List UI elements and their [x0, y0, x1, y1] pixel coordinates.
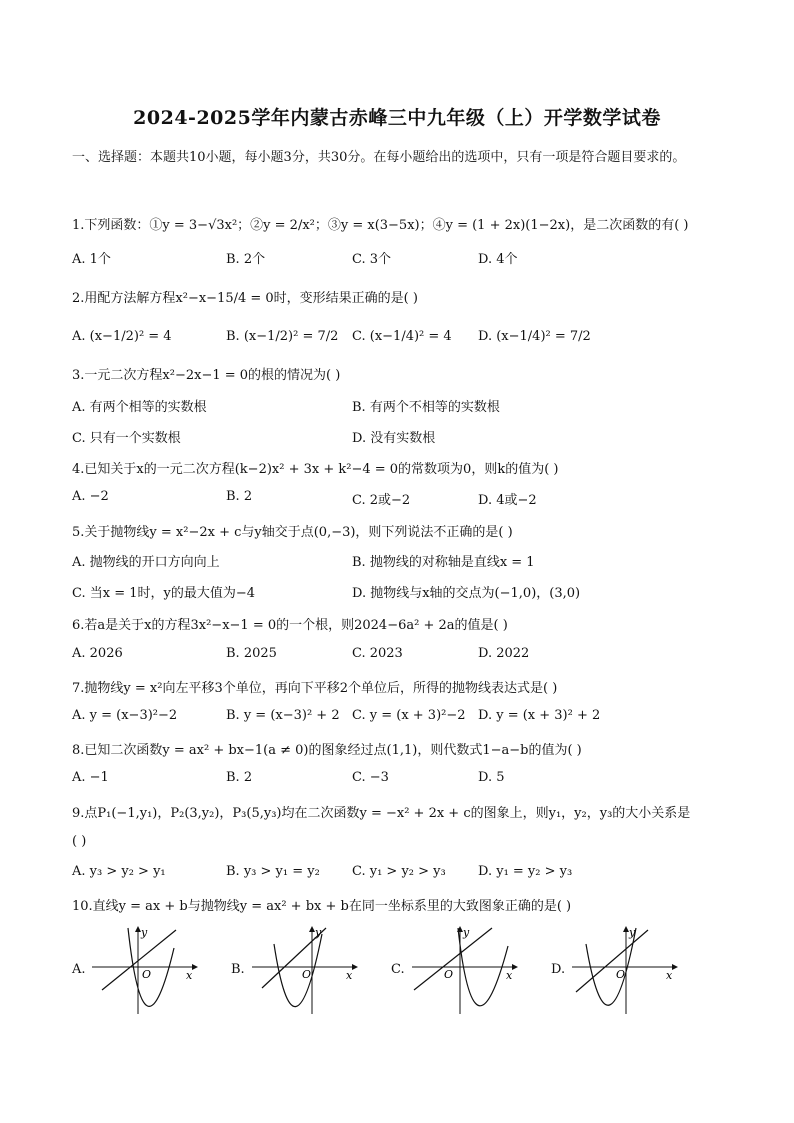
question-4-stem: 4.已知关于x的一元二次方程(k−2)x² + 3x + k²−4 = 0的常数项为0，则k的值为( ): [72, 462, 559, 477]
q10-option-a[interactable]: A.: [72, 962, 86, 977]
q6-option-d[interactable]: D. 2022: [478, 646, 530, 661]
x-label: x: [666, 969, 673, 982]
q9-option-c[interactable]: C. y₁ > y₂ > y₃: [352, 864, 446, 879]
origin-label: O: [142, 968, 152, 981]
q5-option-d[interactable]: D. 抛物线与x轴的交点为(−1,0)，(3,0): [352, 586, 581, 601]
question-1-stem: 1.下列函数：①y = 3−√3x²；②y = 2/x²；③y = x(3−5x)；④y = (1 + 2x)(1−2x)，是二次函数的有( ): [72, 218, 689, 233]
x-axis-arrow: [512, 964, 518, 970]
q1-option-b[interactable]: B. 2个: [226, 252, 266, 267]
q6-option-b[interactable]: B. 2025: [226, 646, 277, 661]
section-header: 一、选择题：本题共10小题，每小题3分，共30分。在每小题给出的选项中，只有一项是符合题目要求的。: [72, 150, 686, 165]
graph-c: [408, 924, 520, 1016]
graph-a: [88, 924, 200, 1016]
question-10-stem: 10.直线y = ax + b与抛物线y = ax² + bx + b在同一坐标系里的大致图象正确的是( ): [72, 899, 572, 914]
line-graph: [576, 930, 648, 992]
q7-option-b[interactable]: B. y = (x−3)² + 2: [226, 708, 340, 723]
x-label: x: [346, 969, 353, 982]
page-title: 2024-2025学年内蒙古赤峰三中九年级（上）开学数学试卷: [133, 107, 661, 129]
q9-option-d[interactable]: D. y₁ = y₂ > y₃: [478, 864, 573, 879]
q8-option-c[interactable]: C. −3: [352, 770, 389, 785]
q8-option-d[interactable]: D. 5: [478, 770, 505, 785]
q5-option-b[interactable]: B. 抛物线的对称轴是直线x = 1: [352, 555, 535, 570]
question-2-stem: 2.用配方法解方程x²−x−15/4 = 0时，变形结果正确的是( ): [72, 291, 418, 306]
x-axis-arrow: [352, 964, 358, 970]
question-3-stem: 3.一元二次方程x²−2x−1 = 0的根的情况为( ): [72, 368, 341, 383]
q6-option-a[interactable]: A. 2026: [72, 646, 123, 661]
y-label: y: [463, 926, 470, 939]
graph-b: [248, 924, 360, 1016]
x-axis-arrow: [672, 964, 678, 970]
q4-option-c[interactable]: C. 2或−2: [352, 493, 411, 508]
q1-option-d[interactable]: D. 4个: [478, 252, 518, 267]
question-9-stem: 9.点P₁(−1,y₁)，P₂(3,y₂)，P₃(5,y₃)均在二次函数y = −x² + 2x + c的图象上，则y₁，y₂，y₃的大小关系是: [72, 806, 691, 821]
origin-label: O: [302, 968, 312, 981]
q4-option-d[interactable]: D. 4或−2: [478, 493, 537, 508]
q10-option-c[interactable]: C.: [391, 962, 405, 977]
q10-option-d[interactable]: D.: [551, 962, 566, 977]
q4-option-a[interactable]: A. −2: [72, 489, 109, 504]
q9-option-a[interactable]: A. y₃ > y₂ > y₁: [72, 864, 166, 879]
q3-option-a[interactable]: A. 有两个相等的实数根: [72, 400, 207, 415]
q2-option-d[interactable]: D. (x−1/4)² = 7/2: [478, 329, 591, 344]
y-label: y: [141, 926, 148, 939]
q10-option-b[interactable]: B.: [231, 962, 245, 977]
q3-option-b[interactable]: B. 有两个不相等的实数根: [352, 400, 500, 415]
origin-label: O: [444, 968, 454, 981]
q8-option-b[interactable]: B. 2: [226, 770, 253, 785]
x-label: x: [186, 969, 193, 982]
q4-option-b[interactable]: B. 2: [226, 489, 253, 504]
question-7-stem: 7.抛物线y = x²向左平移3个单位，再向下平移2个单位后，所得的抛物线表达式是( ): [72, 681, 558, 696]
q7-option-a[interactable]: A. y = (x−3)²−2: [72, 708, 178, 723]
y-label: y: [315, 926, 322, 939]
question-9-stem-cont: ( ): [72, 834, 87, 849]
question-8-stem: 8.已知二次函数y = ax² + bx−1(a ≠ 0)的图象经过点(1,1)，则代数式1−a−b的值为( ): [72, 743, 582, 758]
graph-d: [568, 924, 680, 1016]
q3-option-d[interactable]: D. 没有实数根: [352, 431, 436, 446]
q7-option-d[interactable]: D. y = (x + 3)² + 2: [478, 708, 601, 723]
q6-option-c[interactable]: C. 2023: [352, 646, 403, 661]
question-6-stem: 6.若a是关于x的方程3x²−x−1 = 0的一个根，则2024−6a² + 2a的值是( ): [72, 618, 508, 633]
origin-label: O: [616, 968, 626, 981]
question-5-stem: 5.关于抛物线y = x²−2x + c与y轴交于点(0,−3)，则下列说法不正确的是( ): [72, 525, 513, 540]
y-label: y: [629, 926, 636, 939]
q2-option-b[interactable]: B. (x−1/2)² = 7/2: [226, 329, 339, 344]
q9-option-b[interactable]: B. y₃ > y₁ = y₂: [226, 864, 320, 879]
x-axis-arrow: [192, 964, 198, 970]
q1-option-c[interactable]: C. 3个: [352, 252, 392, 267]
x-label: x: [506, 969, 513, 982]
q2-option-a[interactable]: A. (x−1/2)² = 4: [72, 329, 172, 344]
q5-option-a[interactable]: A. 抛物线的开口方向向上: [72, 555, 220, 570]
q3-option-c[interactable]: C. 只有一个实数根: [72, 431, 181, 446]
q7-option-c[interactable]: C. y = (x + 3)²−2: [352, 708, 466, 723]
q8-option-a[interactable]: A. −1: [72, 770, 109, 785]
q2-option-c[interactable]: C. (x−1/4)² = 4: [352, 329, 452, 344]
q1-option-a[interactable]: A. 1个: [72, 252, 111, 267]
q5-option-c[interactable]: C. 当x = 1时，y的最大值为−4: [72, 586, 256, 601]
